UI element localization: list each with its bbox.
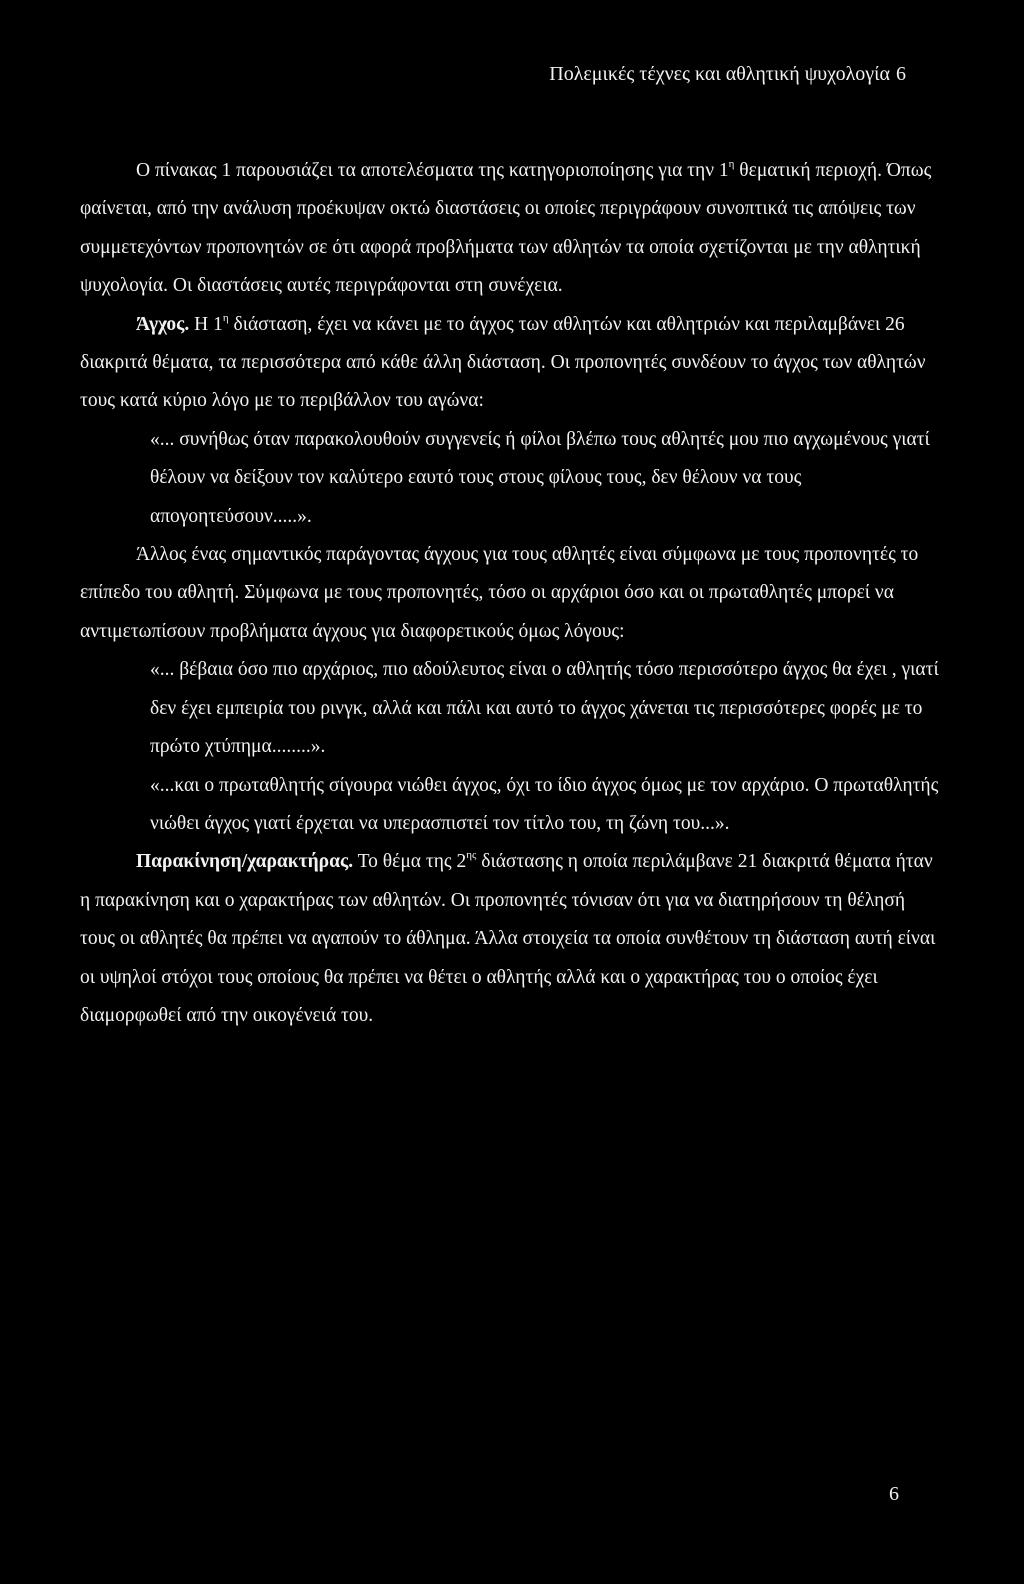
anxiety-heading: Άγχος.: [136, 313, 190, 335]
quote-relatives: «... συνήθως όταν παρακολουθούν συγγενείς ή φίλοι βλέπω τους αθλητές μου πιο αγχωμένους γιατί θέλουν να δείξουν τον καλύτερο εαυτό τους στους φίλους τους, δεν θέλουν να τους απογοητεύσουν.....».: [150, 428, 930, 527]
intro-text-2: θεματική περιοχή. Όπως φαίνεται, από την ανάλυση προέκυψαν οκτώ διαστάσεις οι οποίες περιγράφουν συνοπτικά τις απόψεις των συμμετεχόντων προπονητών σε ότι αφορά προβλήματα των αθλητών τα οποία σχετίζονται με την αθλητική ψυχολογία. Οι διαστάσεις αυτές περιγράφονται στη συνέχεια.: [80, 160, 932, 297]
running-page-number: 6: [896, 63, 906, 85]
intro-superscript: η: [728, 158, 735, 170]
page-number: 6: [889, 1483, 899, 1505]
motivation-text-1: Το θέμα της 2: [353, 851, 467, 873]
body-text: [80, 152, 944, 1035]
running-header: [549, 60, 906, 88]
anxiety-text-2: διάσταση, έχει να κάνει με το άγχος των αθλητών και αθλητριών και περιλαμβάνει 26 διακριτά θέματα, τα περισσότερα από κάθε άλλη διάσταση. Οι προπονητές συνδέουν το άγχος των αθλητών τους κατά κύριο λόγο με το περιβάλλον του αγώνα:: [80, 313, 926, 412]
motivation-text-2: διάστασης η οποία περιλάμβανε 21 διακριτά θέματα ήταν η παρακίνηση και ο χαρακτήρας των αθλητών. Οι προπονητές τόνισαν ότι για να διατηρήσουν τη θέλησή τους οι αθλητές θα πρέπει να αγαπούν το άθλημα. Άλλα στοιχεία τα οποία συνθέτουν τη διάσταση αυτή είναι οι υψηλοί στόχοι τους οποίους θα πρέπει να θέτει ο αθλητής αλλά και ο χαρακτήρας του ο οποίος έχει διαμορφωθεί από την οικογένειά του.: [80, 851, 936, 1026]
motivation-superscript: ης: [466, 849, 477, 862]
anxiety-text-1: Η 1: [189, 313, 223, 335]
running-title: Πολεμικές τέχνες και αθλητική ψυχολογία: [549, 63, 890, 85]
intro-text-1: Ο πίνακας 1 παρουσιάζει τα αποτελέσματα της κατηγοριοποίησης για την 1: [136, 160, 729, 181]
motivation-paragraph: [80, 843, 944, 1035]
anxiety-superscript: η: [222, 311, 229, 324]
quote-champion: «...και ο πρωταθλητής σίγουρα νιώθει άγχος, όχι το ίδιο άγχος όμως με τον αρχάριο. Ο πρωταθλητής νιώθει άγχος γιατί έρχεται να υπερασπιστεί τον τίτλο του, τη ζώνη του...».: [150, 774, 939, 834]
quote-beginner: «... βέβαια όσο πιο αρχάριος, πιο αδούλευτος είναι ο αθλητής τόσο περισσότερο άγχος θα έχει , γιατί δεν έχει εμπειρία του ρινγκ, αλλά και πάλι και αυτό το άγχος χάνεται τις περισσότερες φορές με το πρώτο χτύπημα........».: [150, 659, 939, 758]
motivation-heading: Παρακίνηση/χαρακτήρας.: [136, 851, 354, 873]
intro-paragraph: [80, 152, 944, 306]
anxiety-paragraph: [80, 306, 944, 421]
athlete-level-paragraph: Άλλος ένας σημαντικός παράγοντας άγχους για τους αθλητές είναι σύμφωνα με τους προπονητές το επίπεδο του αθλητή. Σύμφωνα με τους προπονητές, τόσο οι αρχάριοι όσο και οι πρωταθλητές μπορεί να αντιμετωπίσουν προβλήματα άγχους για διαφορετικούς όμως λόγους:: [80, 544, 919, 642]
